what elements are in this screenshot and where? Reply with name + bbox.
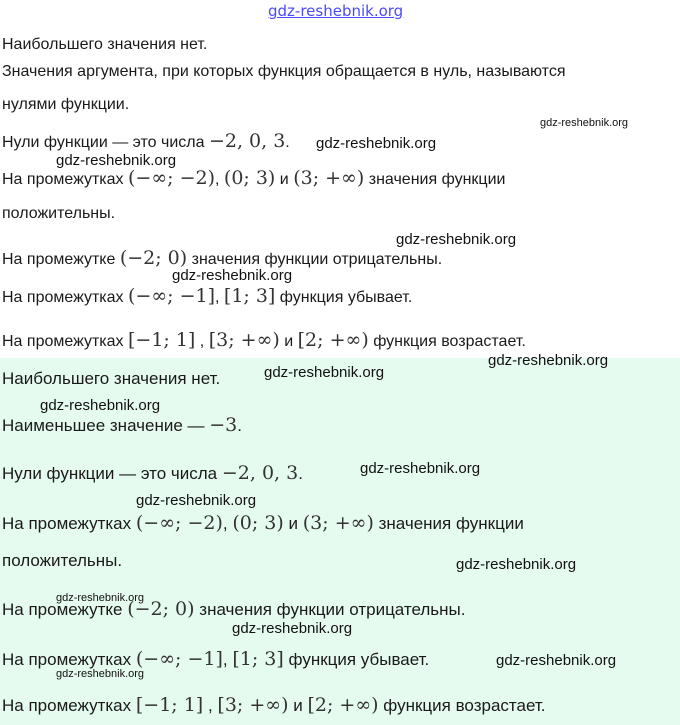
math-formula: [2; +∞): [307, 694, 379, 716]
math-formula: (−∞; −1]: [135, 648, 223, 670]
watermark: gdz-reshebnik.org: [396, 231, 517, 248]
text-span: значения функции отрицательны.: [187, 251, 443, 268]
text-span: На промежутке: [2, 600, 128, 619]
math-formula: (−∞; −2): [135, 512, 223, 534]
text-span: Наименьшее значение —: [2, 416, 210, 435]
text-span: и: [283, 514, 303, 533]
math-formula: −2, 0, 3: [208, 130, 286, 152]
math-formula: [−1; 1]: [135, 694, 204, 716]
math-formula: [1; 3]: [232, 648, 284, 670]
watermark: gdz-reshebnik.org: [56, 592, 145, 604]
text-span: На промежутках: [2, 514, 136, 533]
site-watermark-link[interactable]: gdz-reshebnik.org: [268, 2, 404, 20]
text-span: На промежутках: [2, 333, 128, 350]
text-span: и: [288, 696, 308, 715]
text-span: ,: [203, 696, 218, 715]
text-line: Наибольшего значения нет.: [2, 36, 208, 53]
math-formula: [3; +∞): [217, 694, 289, 716]
text-line: [2, 329, 526, 353]
watermark: gdz-reshebnik.org: [456, 556, 577, 573]
text-span: функция возрастает.: [378, 696, 546, 715]
math-formula: (−2; 0): [119, 247, 188, 269]
text-span: функция убывает.: [275, 289, 413, 306]
text-span: ,: [222, 514, 233, 533]
text-line: [2, 414, 242, 437]
watermark: gdz-reshebnik.org: [316, 135, 437, 152]
math-formula: −3: [209, 414, 238, 436]
watermark: gdz-reshebnik.org: [496, 652, 617, 669]
math-formula: (0; 3): [232, 512, 284, 534]
text-line: Значения аргумента, при которых функция обращается в нуль, называются: [2, 63, 566, 80]
watermark: gdz-reshebnik.org: [56, 152, 177, 169]
text-span: На промежутках: [2, 650, 136, 669]
text-span: значения функции: [364, 171, 506, 188]
math-formula: [−1; 1]: [127, 329, 196, 351]
text-span: ,: [195, 333, 209, 350]
watermark: gdz-reshebnik.org: [40, 397, 161, 414]
text-line: нулями функции.: [2, 96, 130, 113]
math-formula: (−2; 0): [127, 598, 195, 620]
text-line: [2, 285, 412, 309]
text-line: [2, 462, 303, 485]
text-span: и: [275, 171, 294, 188]
text-line: [2, 130, 290, 154]
text-line: [2, 167, 505, 191]
math-formula: [2; +∞): [297, 329, 369, 351]
text-line: положительны.: [2, 551, 123, 570]
text-span: ,: [215, 289, 224, 306]
text-span: .: [298, 464, 303, 483]
math-formula: (3; +∞): [293, 167, 365, 189]
text-span: .: [237, 416, 242, 435]
text-span: Нули функции — это числа: [2, 134, 209, 151]
math-formula: [1; 3]: [223, 285, 276, 307]
text-span: ,: [215, 171, 224, 188]
math-formula: (−∞; −1]: [127, 285, 216, 307]
text-line: Наибольшего значения нет.: [2, 369, 221, 388]
watermark: gdz-reshebnik.org: [56, 668, 145, 680]
watermark: gdz-reshebnik.org: [232, 620, 353, 637]
text-line: [2, 512, 524, 535]
math-formula: (3; +∞): [302, 512, 374, 534]
watermark: gdz-reshebnik.org: [360, 460, 481, 477]
text-span: На промежутке: [2, 251, 120, 268]
text-span: и: [279, 333, 298, 350]
text-span: функция убывает.: [283, 650, 430, 669]
text-span: На промежутках: [2, 696, 136, 715]
text-line: [2, 694, 545, 717]
math-formula: (−∞; −2): [127, 167, 216, 189]
math-formula: [3; +∞): [208, 329, 280, 351]
text-span: ,: [222, 650, 233, 669]
text-span: Нули функции — это числа: [2, 464, 222, 483]
text-span: значения функции отрицательны.: [194, 600, 466, 619]
text-line: положительны.: [2, 205, 116, 222]
text-span: На промежутках: [2, 171, 128, 188]
watermark: gdz-reshebnik.org: [488, 352, 609, 369]
text-span: функция возрастает.: [368, 333, 526, 350]
watermark: gdz-reshebnik.org: [264, 364, 385, 381]
text-span: На промежутках: [2, 289, 128, 306]
watermark: gdz-reshebnik.org: [540, 117, 629, 129]
math-formula: (0; 3): [223, 167, 276, 189]
text-span: значения функции: [373, 514, 524, 533]
watermark: gdz-reshebnik.org: [172, 267, 293, 284]
watermark: gdz-reshebnik.org: [136, 492, 257, 509]
math-formula: −2, 0, 3: [221, 462, 299, 484]
text-span: .: [285, 134, 290, 151]
